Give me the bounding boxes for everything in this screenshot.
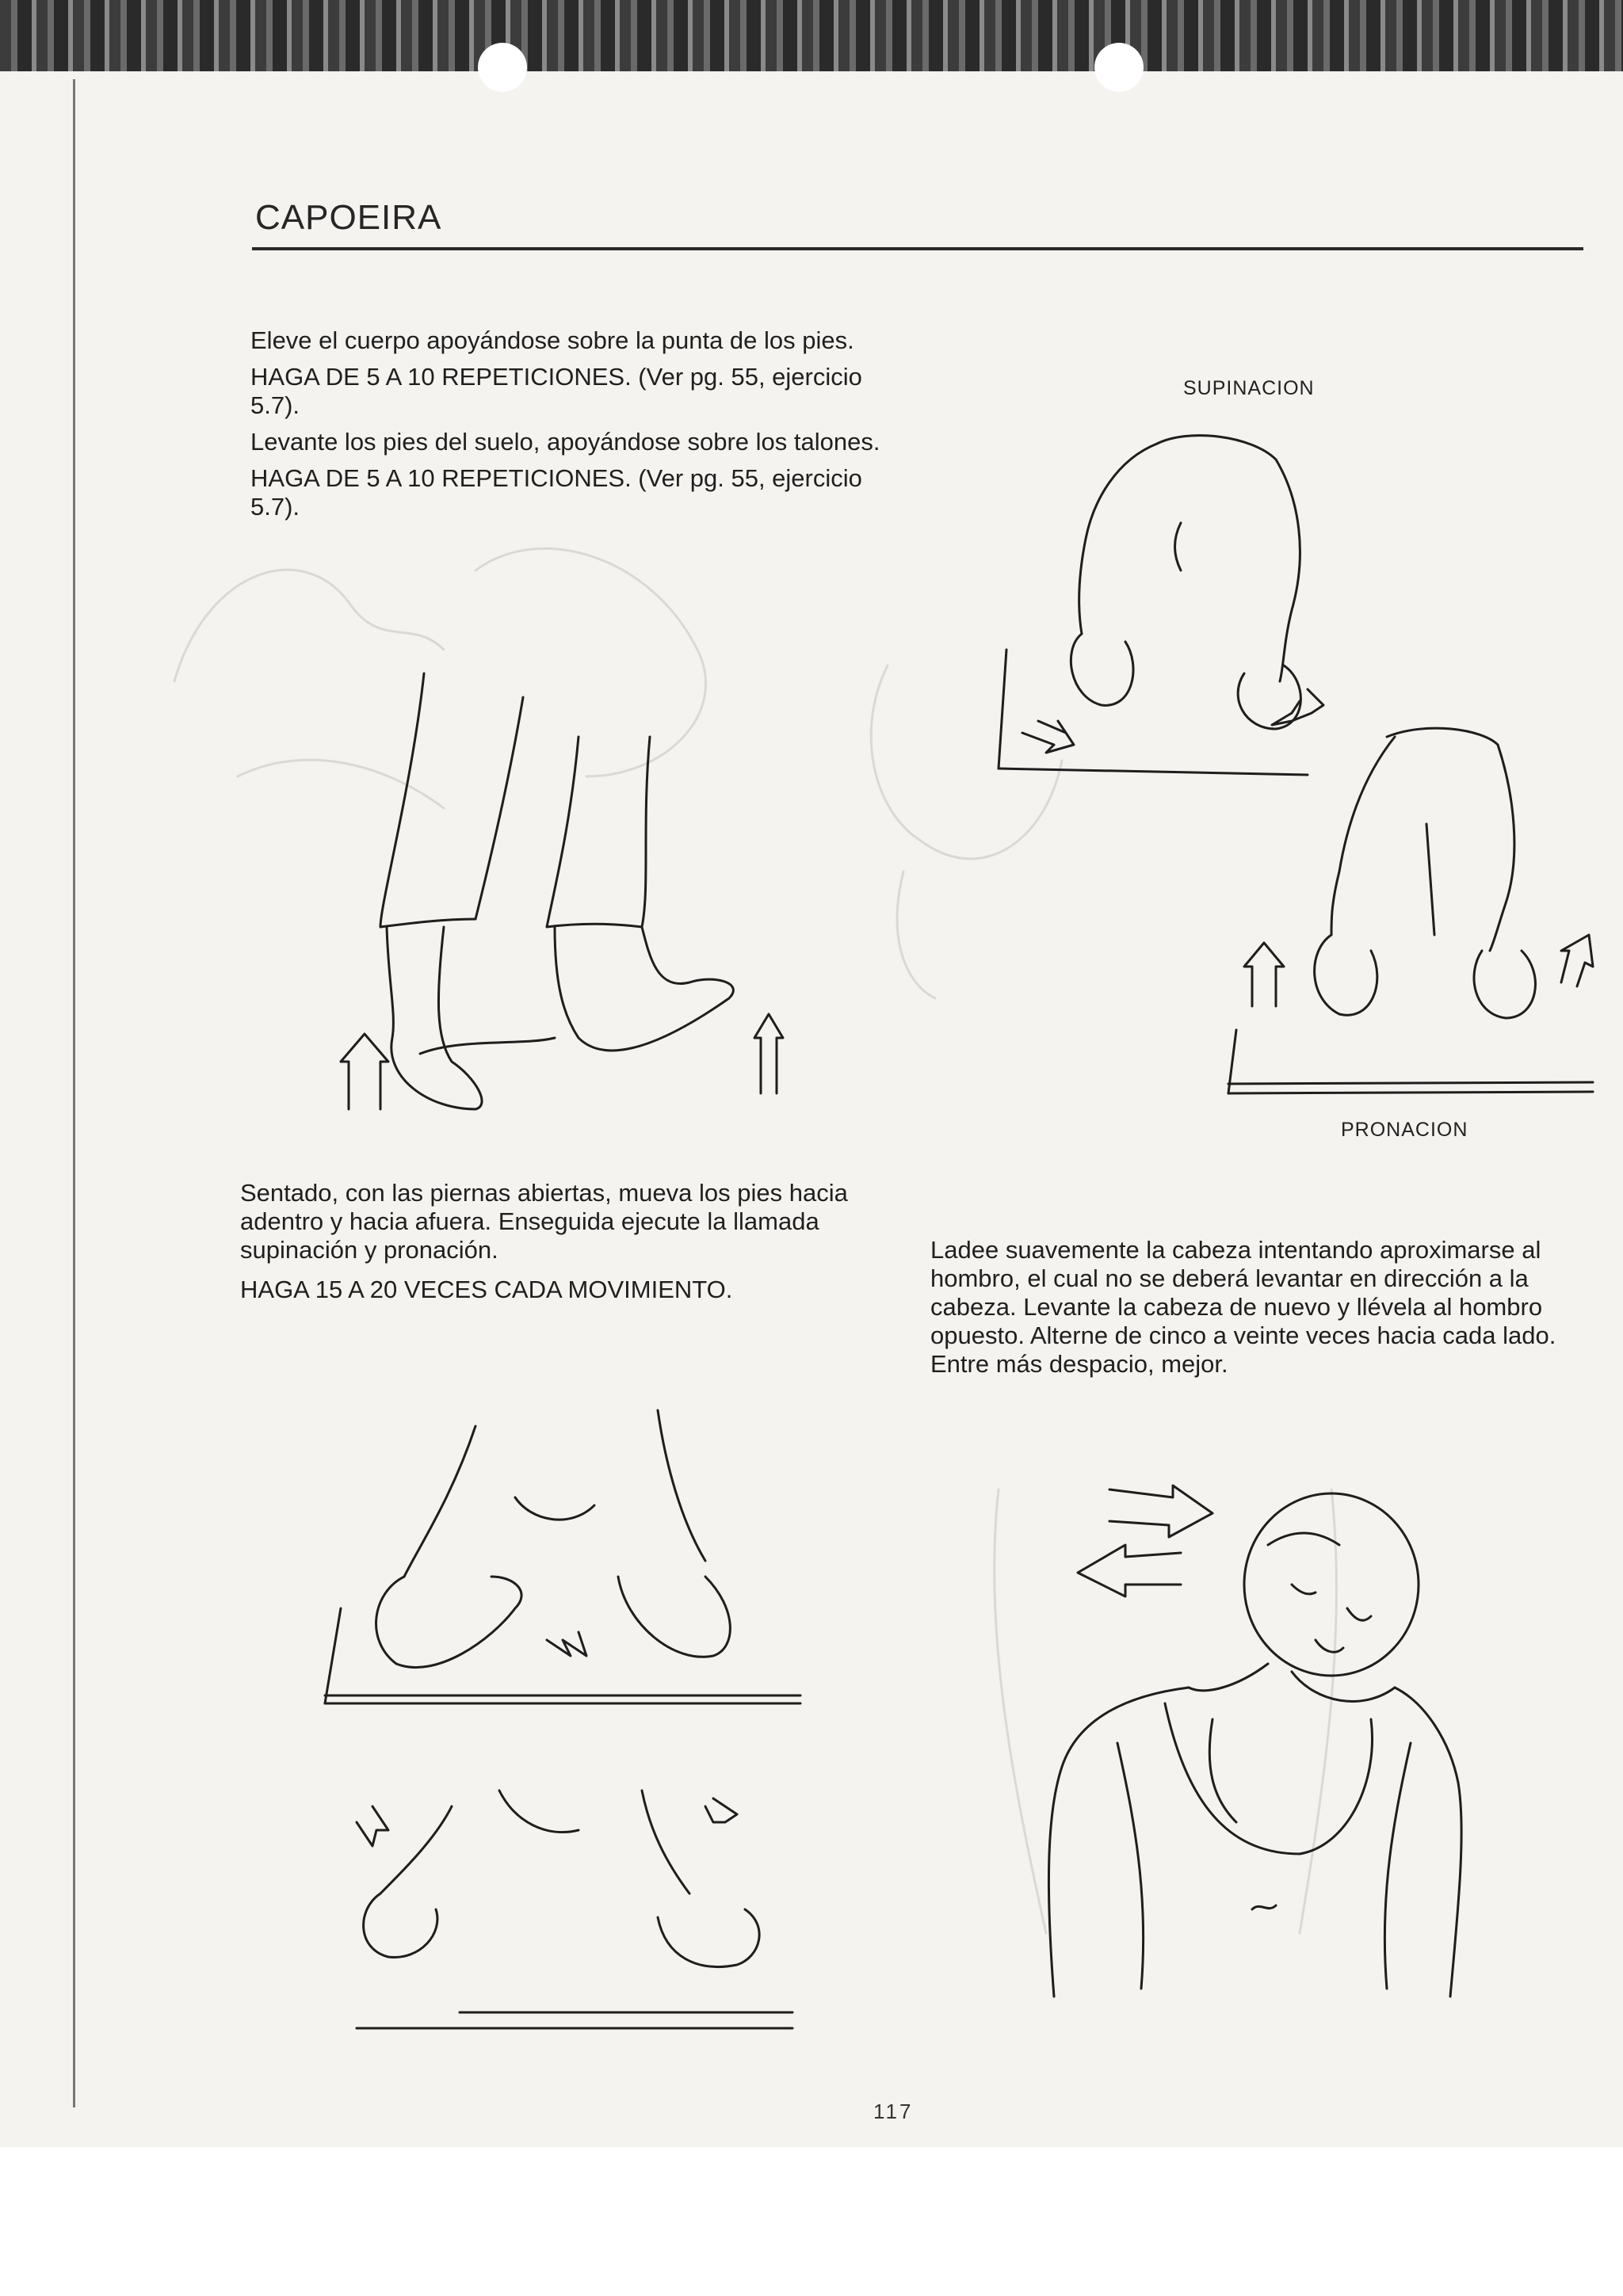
scan-edge-strip bbox=[0, 0, 1623, 71]
page-number: 117 bbox=[873, 2100, 914, 2123]
paragraph: Eleve el cuerpo apoyándose sobre la punta de los pies. bbox=[250, 326, 854, 354]
arrow-right-icon bbox=[1109, 1486, 1212, 1537]
paragraph: Ladee suavemente la cabeza intentando aproximarse al hombro, el cual no se deberá levantar en dirección a la cabeza. Levante la cabeza de nuevo y llévela al hombro opuesto. Alterne de cinco a veinte veces hacia cada lado. Entre más despacio, mejor. bbox=[930, 1236, 1556, 1378]
neck-text bbox=[930, 1236, 1564, 1386]
feet-raise-text bbox=[250, 326, 884, 529]
title-rule bbox=[252, 247, 1583, 250]
seated-feet-text bbox=[240, 1179, 874, 1312]
neck-stretch-illustration bbox=[1030, 1482, 1474, 2004]
paragraph: Sentado, con las piernas abiertas, mueva los pies hacia adentro y hacia afuera. Enseguida ejecute la llamada supinación y pronación. bbox=[240, 1179, 848, 1264]
paragraph: HAGA DE 5 A 10 REPETICIONES. (Ver pg. 55, ejercicio 5.7). bbox=[250, 464, 862, 521]
scan-bottom-margin bbox=[0, 2147, 1623, 2296]
label-pronacion: PRONACION bbox=[1341, 1119, 1468, 1141]
seated-feet-illustration-outward bbox=[341, 1775, 816, 2044]
paragraph: HAGA DE 5 A 10 REPETICIONES. (Ver pg. 55, ejercicio 5.7). bbox=[250, 363, 862, 419]
feet-raise-illustration bbox=[317, 666, 808, 1141]
pronacion-illustration bbox=[1220, 713, 1601, 1109]
page-title: CAPOEIRA bbox=[255, 198, 442, 237]
arrow-left-icon bbox=[1078, 1545, 1181, 1596]
label-supinacion: SUPINACION bbox=[1183, 377, 1315, 399]
seated-feet-illustration-inward bbox=[309, 1402, 816, 1719]
binder-hole bbox=[478, 43, 527, 92]
paragraph: HAGA 15 A 20 VECES CADA MOVIMIENTO. bbox=[240, 1276, 733, 1303]
margin-line bbox=[73, 79, 75, 2107]
binder-hole bbox=[1094, 43, 1144, 92]
paragraph: Levante los pies del suelo, apoyándose sobre los talones. bbox=[250, 428, 880, 456]
